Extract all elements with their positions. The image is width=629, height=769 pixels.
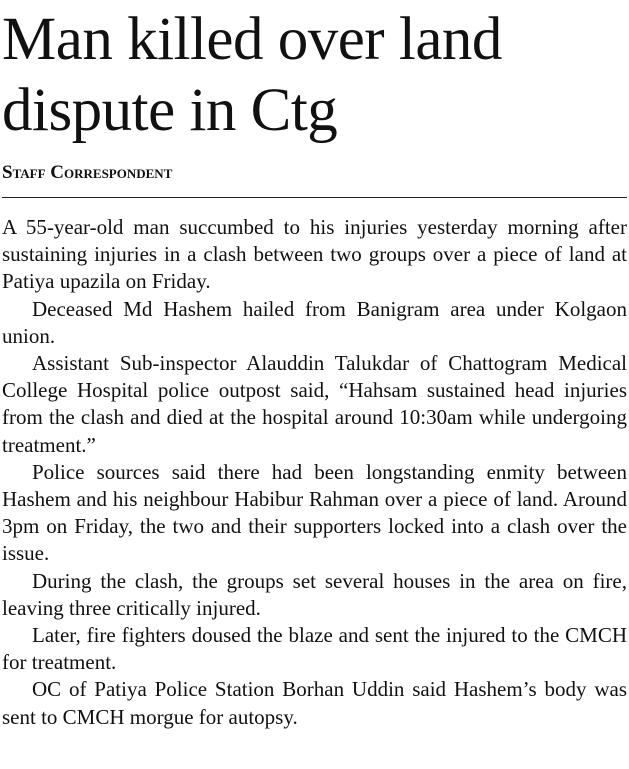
paragraph: Later, fire fighters doused the blaze and sent the injured to the CMCH for treatment. bbox=[2, 623, 627, 675]
paragraph: Deceased Md Hashem hailed from Banigram area under Kolgaon union. bbox=[2, 296, 627, 348]
paragraph: Police sources said there had been longstanding enmity between Hashem and his neighbour Habibur Rahman over a piece of land. Around 3pm on Friday, the two and their supporters locked into a clash over the issue. bbox=[2, 459, 627, 566]
headline: Man killed over land dispute in Ctg bbox=[2, 6, 502, 144]
paragraph: Assistant Sub-inspector Alauddin Talukdar of Chattogram Medical College Hospital police outpost said, “Hahsam sustained head injuries from the clash and died at the hospital around 10:30am while undergoing treatment.” bbox=[2, 351, 627, 457]
byline: Staff Correspondent bbox=[2, 162, 173, 183]
paragraph-lead: A 55-year-old man succumbed to his injuries yesterday morning after sustaining injuries in a clash between two groups over a piece of land at Patiya upazila on Friday. bbox=[2, 215, 627, 294]
paragraph: OC of Patiya Police Station Borhan Uddin said Hashem’s body was sent to CMCH morgue for autopsy. bbox=[2, 677, 627, 729]
byline-divider bbox=[2, 197, 627, 198]
article-body bbox=[2, 214, 627, 731]
paragraph: During the clash, the groups set several houses in the area on fire, leaving three critically injured. bbox=[2, 568, 627, 620]
